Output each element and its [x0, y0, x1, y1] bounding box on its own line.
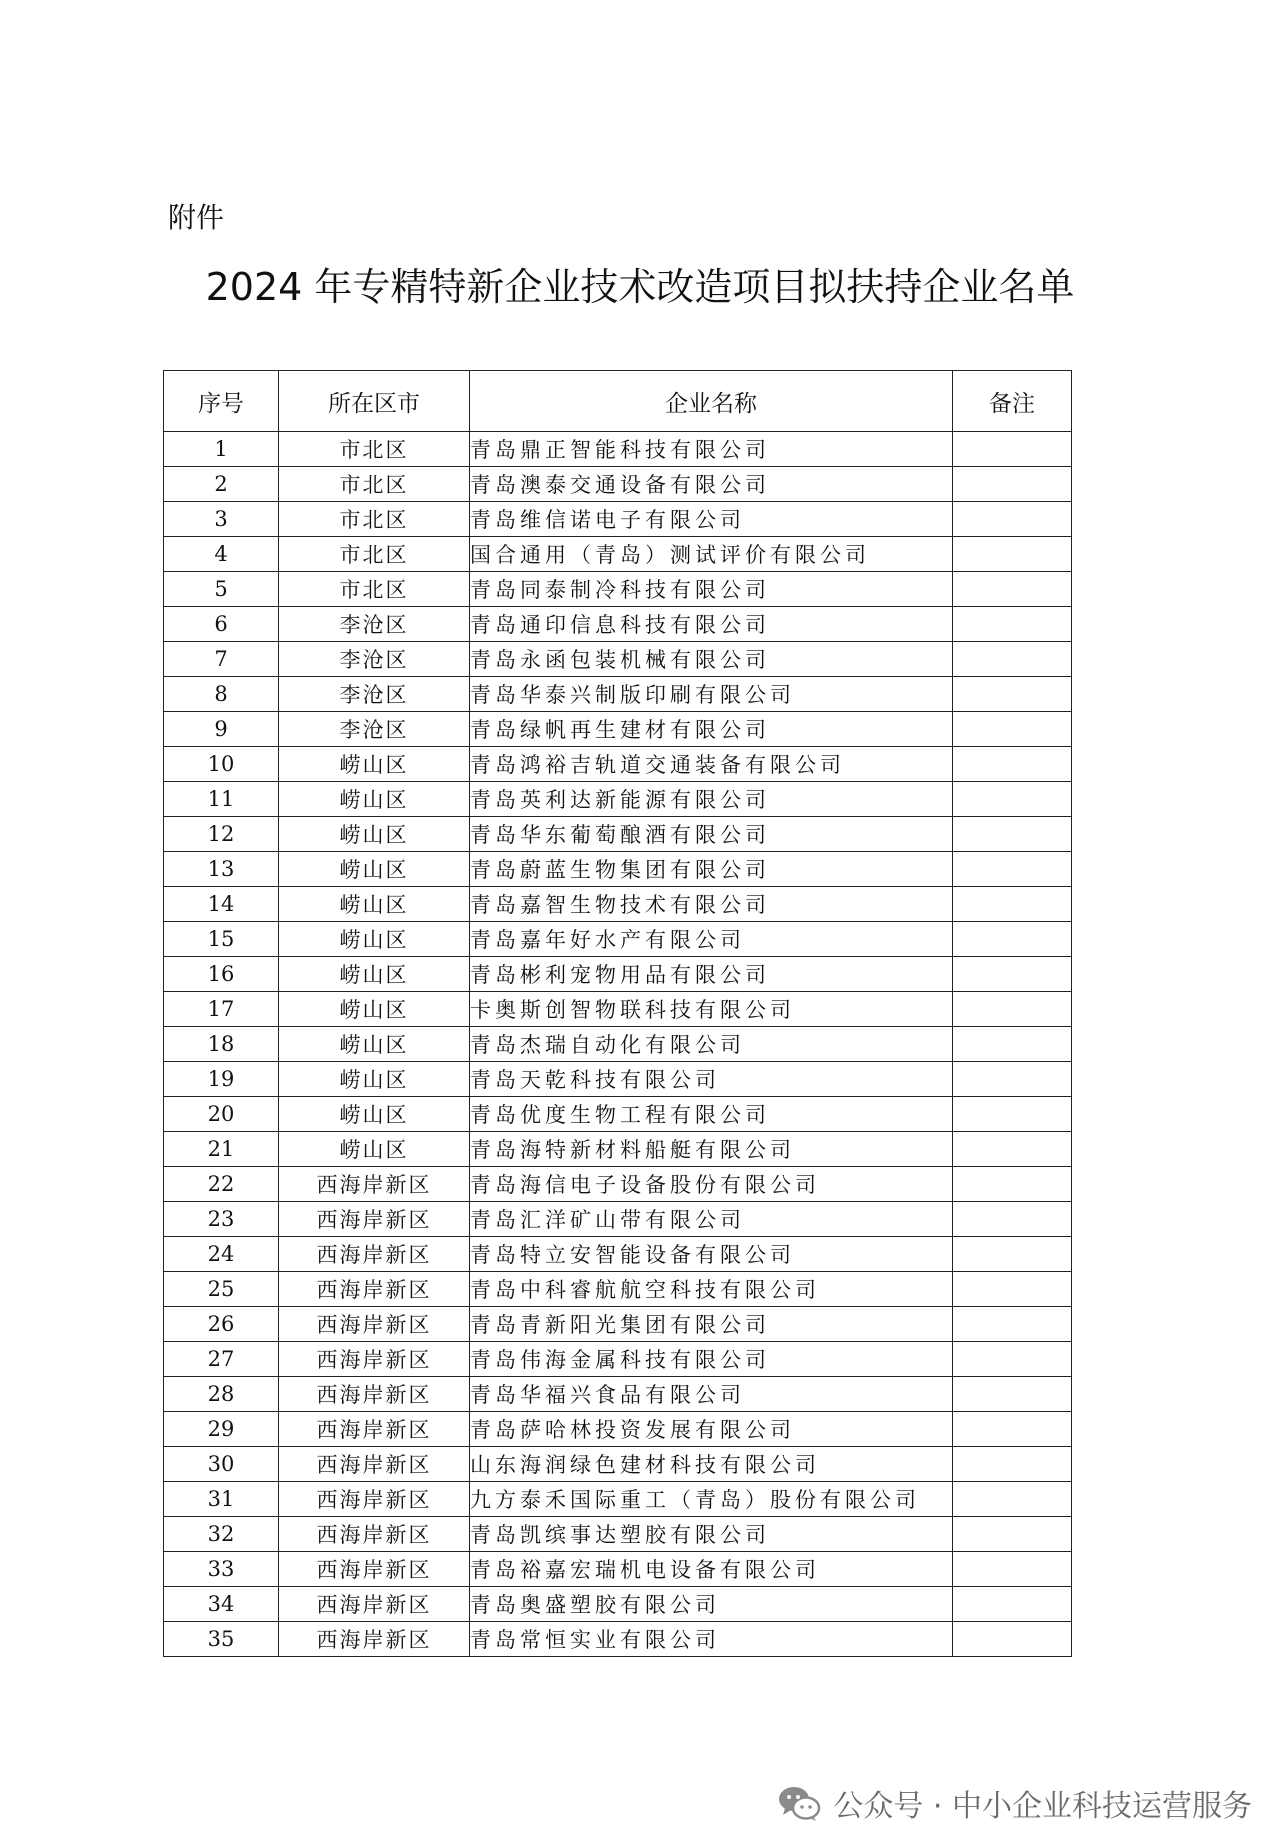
row-district: 西海岸新区 — [279, 1342, 470, 1377]
row-seq: 12 — [164, 817, 279, 852]
row-remark — [953, 1412, 1072, 1447]
row-seq: 9 — [164, 712, 279, 747]
row-seq: 5 — [164, 572, 279, 607]
row-remark — [953, 957, 1072, 992]
row-company: 青岛常恒实业有限公司 — [470, 1622, 953, 1657]
row-remark — [953, 1552, 1072, 1587]
row-district: 崂山区 — [279, 1027, 470, 1062]
row-seq: 30 — [164, 1447, 279, 1482]
row-company: 青岛鼎正智能科技有限公司 — [470, 432, 953, 467]
row-company: 九方泰禾国际重工（青岛）股份有限公司 — [470, 1482, 953, 1517]
row-seq: 2 — [164, 467, 279, 502]
table-row — [164, 1342, 1072, 1377]
row-seq: 7 — [164, 642, 279, 677]
row-remark — [953, 607, 1072, 642]
table-row — [164, 1202, 1072, 1237]
row-remark — [953, 1622, 1072, 1657]
row-district: 李沧区 — [279, 607, 470, 642]
table-row — [164, 922, 1072, 957]
row-district: 西海岸新区 — [279, 1237, 470, 1272]
row-remark — [953, 1587, 1072, 1622]
row-seq: 15 — [164, 922, 279, 957]
row-remark — [953, 887, 1072, 922]
row-company: 山东海润绿色建材科技有限公司 — [470, 1447, 953, 1482]
row-remark — [953, 677, 1072, 712]
row-company: 青岛特立安智能设备有限公司 — [470, 1237, 953, 1272]
header-remark: 备注 — [953, 371, 1072, 432]
row-company: 青岛嘉智生物技术有限公司 — [470, 887, 953, 922]
row-seq: 16 — [164, 957, 279, 992]
row-seq: 32 — [164, 1517, 279, 1552]
row-district: 李沧区 — [279, 712, 470, 747]
row-company: 青岛华泰兴制版印刷有限公司 — [470, 677, 953, 712]
row-district: 西海岸新区 — [279, 1307, 470, 1342]
row-company: 青岛伟海金属科技有限公司 — [470, 1342, 953, 1377]
row-remark — [953, 467, 1072, 502]
row-company: 青岛青新阳光集团有限公司 — [470, 1307, 953, 1342]
row-district: 崂山区 — [279, 782, 470, 817]
table-row — [164, 1272, 1072, 1307]
table-row — [164, 1412, 1072, 1447]
table-row — [164, 957, 1072, 992]
table-row — [164, 1027, 1072, 1062]
row-seq: 31 — [164, 1482, 279, 1517]
row-remark — [953, 747, 1072, 782]
table-row — [164, 852, 1072, 887]
row-company: 青岛裕嘉宏瑞机电设备有限公司 — [470, 1552, 953, 1587]
row-seq: 35 — [164, 1622, 279, 1657]
row-district: 李沧区 — [279, 677, 470, 712]
row-seq: 3 — [164, 502, 279, 537]
row-remark — [953, 1062, 1072, 1097]
table-row — [164, 1447, 1072, 1482]
row-district: 崂山区 — [279, 887, 470, 922]
row-district: 西海岸新区 — [279, 1167, 470, 1202]
table-row — [164, 1132, 1072, 1167]
row-seq: 24 — [164, 1237, 279, 1272]
row-district: 市北区 — [279, 537, 470, 572]
table-row — [164, 1587, 1072, 1622]
row-remark — [953, 1377, 1072, 1412]
table-row — [164, 642, 1072, 677]
row-remark — [953, 1202, 1072, 1237]
attachment-label: 附件 — [168, 201, 225, 234]
row-seq: 25 — [164, 1272, 279, 1307]
row-remark — [953, 1447, 1072, 1482]
row-district: 崂山区 — [279, 992, 470, 1027]
row-district: 李沧区 — [279, 642, 470, 677]
row-company: 青岛萨哈林投资发展有限公司 — [470, 1412, 953, 1447]
row-remark — [953, 642, 1072, 677]
row-district: 西海岸新区 — [279, 1412, 470, 1447]
row-remark — [953, 1342, 1072, 1377]
row-district: 市北区 — [279, 502, 470, 537]
row-remark — [953, 817, 1072, 852]
row-seq: 21 — [164, 1132, 279, 1167]
row-district: 崂山区 — [279, 957, 470, 992]
row-district: 西海岸新区 — [279, 1482, 470, 1517]
row-company: 卡奥斯创智物联科技有限公司 — [470, 992, 953, 1027]
row-district: 西海岸新区 — [279, 1517, 470, 1552]
row-company: 青岛永函包装机械有限公司 — [470, 642, 953, 677]
row-district: 崂山区 — [279, 1097, 470, 1132]
row-seq: 8 — [164, 677, 279, 712]
header-seq: 序号 — [164, 371, 279, 432]
row-remark — [953, 1272, 1072, 1307]
row-remark — [953, 1167, 1072, 1202]
row-district: 崂山区 — [279, 1062, 470, 1097]
row-seq: 22 — [164, 1167, 279, 1202]
row-seq: 17 — [164, 992, 279, 1027]
row-company: 青岛凯缤事达塑胶有限公司 — [470, 1517, 953, 1552]
row-company: 青岛奥盛塑胶有限公司 — [470, 1587, 953, 1622]
table-row — [164, 607, 1072, 642]
row-company: 青岛海特新材料船艇有限公司 — [470, 1132, 953, 1167]
row-remark — [953, 1517, 1072, 1552]
row-seq: 23 — [164, 1202, 279, 1237]
table-row — [164, 1167, 1072, 1202]
row-seq: 14 — [164, 887, 279, 922]
row-company: 青岛同泰制冷科技有限公司 — [470, 572, 953, 607]
table-row — [164, 467, 1072, 502]
table-row — [164, 677, 1072, 712]
row-seq: 29 — [164, 1412, 279, 1447]
row-seq: 28 — [164, 1377, 279, 1412]
watermark-text: 公众号 · 中小企业科技运营服务 — [833, 1789, 1252, 1824]
row-district: 西海岸新区 — [279, 1202, 470, 1237]
row-company: 国合通用（青岛）测试评价有限公司 — [470, 537, 953, 572]
table-row — [164, 1552, 1072, 1587]
row-company: 青岛维信诺电子有限公司 — [470, 502, 953, 537]
row-district: 西海岸新区 — [279, 1377, 470, 1412]
table-row — [164, 1517, 1072, 1552]
header-company: 企业名称 — [470, 371, 953, 432]
row-remark — [953, 1482, 1072, 1517]
row-remark — [953, 537, 1072, 572]
wechat-icon — [777, 1784, 821, 1822]
row-company: 青岛通印信息科技有限公司 — [470, 607, 953, 642]
row-company: 青岛天乾科技有限公司 — [470, 1062, 953, 1097]
row-district: 西海岸新区 — [279, 1587, 470, 1622]
row-remark — [953, 572, 1072, 607]
row-seq: 1 — [164, 432, 279, 467]
table-row — [164, 747, 1072, 782]
row-company: 青岛澳泰交通设备有限公司 — [470, 467, 953, 502]
row-seq: 27 — [164, 1342, 279, 1377]
row-remark — [953, 712, 1072, 747]
row-remark — [953, 1097, 1072, 1132]
row-remark — [953, 502, 1072, 537]
row-company: 青岛英利达新能源有限公司 — [470, 782, 953, 817]
row-company: 青岛优度生物工程有限公司 — [470, 1097, 953, 1132]
row-district: 崂山区 — [279, 922, 470, 957]
table-row — [164, 537, 1072, 572]
row-seq: 10 — [164, 747, 279, 782]
row-remark — [953, 1237, 1072, 1272]
table-row — [164, 1482, 1072, 1517]
row-company: 青岛彬利宠物用品有限公司 — [470, 957, 953, 992]
row-district: 西海岸新区 — [279, 1272, 470, 1307]
row-seq: 13 — [164, 852, 279, 887]
row-seq: 34 — [164, 1587, 279, 1622]
row-district: 市北区 — [279, 572, 470, 607]
table-row — [164, 572, 1072, 607]
row-company: 青岛绿帆再生建材有限公司 — [470, 712, 953, 747]
table-row — [164, 1377, 1072, 1412]
header-district: 所在区市 — [279, 371, 470, 432]
row-remark — [953, 1307, 1072, 1342]
table-row — [164, 1622, 1072, 1657]
row-remark — [953, 1132, 1072, 1167]
row-remark — [953, 432, 1072, 467]
row-remark — [953, 992, 1072, 1027]
row-district: 市北区 — [279, 467, 470, 502]
row-seq: 33 — [164, 1552, 279, 1587]
row-company: 青岛华东葡萄酿酒有限公司 — [470, 817, 953, 852]
row-company: 青岛华福兴食品有限公司 — [470, 1377, 953, 1412]
table-header-row — [164, 371, 1072, 432]
watermark — [777, 1780, 1252, 1826]
row-district: 西海岸新区 — [279, 1552, 470, 1587]
table-row — [164, 817, 1072, 852]
row-company: 青岛海信电子设备股份有限公司 — [470, 1167, 953, 1202]
row-district: 西海岸新区 — [279, 1622, 470, 1657]
row-company: 青岛蔚蓝生物集团有限公司 — [470, 852, 953, 887]
row-seq: 20 — [164, 1097, 279, 1132]
row-seq: 4 — [164, 537, 279, 572]
row-remark — [953, 782, 1072, 817]
row-district: 市北区 — [279, 432, 470, 467]
table-row — [164, 712, 1072, 747]
row-district: 崂山区 — [279, 817, 470, 852]
row-remark — [953, 852, 1072, 887]
table-body — [164, 432, 1072, 1657]
row-district: 崂山区 — [279, 852, 470, 887]
table-row — [164, 1307, 1072, 1342]
row-seq: 11 — [164, 782, 279, 817]
row-company: 青岛杰瑞自动化有限公司 — [470, 1027, 953, 1062]
table-row — [164, 782, 1072, 817]
row-remark — [953, 1027, 1072, 1062]
table-row — [164, 887, 1072, 922]
row-company: 青岛中科睿航航空科技有限公司 — [470, 1272, 953, 1307]
table-row — [164, 1062, 1072, 1097]
table-row — [164, 502, 1072, 537]
row-seq: 6 — [164, 607, 279, 642]
row-seq: 19 — [164, 1062, 279, 1097]
row-seq: 18 — [164, 1027, 279, 1062]
row-district: 崂山区 — [279, 1132, 470, 1167]
row-company: 青岛汇洋矿山带有限公司 — [470, 1202, 953, 1237]
table-row — [164, 432, 1072, 467]
row-company: 青岛鸿裕吉轨道交通装备有限公司 — [470, 747, 953, 782]
document-title: 2024 年专精特新企业技术改造项目拟扶持企业名单 — [205, 265, 1075, 309]
row-company: 青岛嘉年好水产有限公司 — [470, 922, 953, 957]
table-row — [164, 1097, 1072, 1132]
table-row — [164, 992, 1072, 1027]
table-row — [164, 1237, 1072, 1272]
row-remark — [953, 922, 1072, 957]
row-district: 崂山区 — [279, 747, 470, 782]
row-seq: 26 — [164, 1307, 279, 1342]
row-district: 西海岸新区 — [279, 1447, 470, 1482]
company-list-table — [163, 370, 1072, 1657]
